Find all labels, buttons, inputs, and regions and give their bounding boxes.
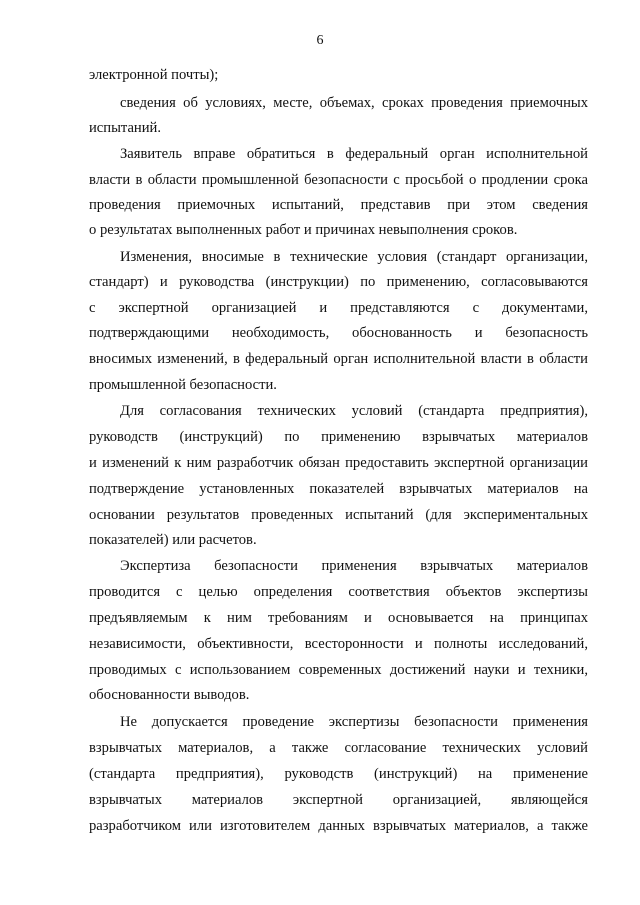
text-line: подтверждающими необходимость, обоснованность и безопасность xyxy=(89,325,588,341)
text-line: взрывчатых материалов экспертной организацией, являющейся xyxy=(89,792,588,808)
text-line: испытаний. xyxy=(89,120,162,136)
page-number: 6 xyxy=(316,33,324,48)
text-line: с экспертной организацией и представляются с документами, xyxy=(89,300,588,316)
text-line: электронной почты); xyxy=(89,67,219,83)
text-line: вносимых изменений, в федеральный орган исполнительной власти в области xyxy=(89,351,588,367)
text-line: независимости, объективности, всесторонности и полноты исследований, xyxy=(89,636,588,652)
text-line: Для согласования технических условий (стандарта предприятия), xyxy=(120,403,588,419)
text-line: проводимых с использованием современных достижений науки и техники, xyxy=(89,662,588,678)
text-line: подтверждение установленных показателей взрывчатых материалов на xyxy=(89,481,588,497)
text-line: Экспертиза безопасности применения взрывчатых материалов xyxy=(120,558,588,574)
text-line: власти в области промышленной безопасности с просьбой о продлении срока xyxy=(89,172,588,188)
text-line: стандарт) и руководства (инструкции) по применению, согласовываются xyxy=(89,274,588,290)
text-line: обоснованности выводов. xyxy=(89,687,250,703)
text-line: сведения об условиях, месте, объемах, сроках проведения приемочных xyxy=(120,95,588,111)
text-line: основании результатов проведенных испытаний (для экспериментальных xyxy=(89,507,588,523)
text-line: проводится с целью определения соответствия объектов экспертизы xyxy=(89,584,588,600)
text-line: разработчиком или изготовителем данных взрывчатых материалов, а также xyxy=(89,818,588,834)
text-line: и изменений к ним разработчик обязан предоставить экспертной организации xyxy=(89,455,588,471)
text-line: предъявляемым к ним требованиям и основывается на принципах xyxy=(89,610,588,626)
text-line: Изменения, вносимые в технические условия (стандарт организации, xyxy=(120,249,588,265)
text-line: Заявитель вправе обратиться в федеральный орган исполнительной xyxy=(120,146,588,162)
text-line: о результатах выполненных работ и причинах невыполнения сроков. xyxy=(89,222,518,238)
text-line: Не допускается проведение экспертизы безопасности применения xyxy=(120,714,588,730)
text-line: (стандарта предприятия), руководств (инструкций) на применение xyxy=(89,766,588,782)
text-line: взрывчатых материалов, а также согласование технических условий xyxy=(89,740,588,756)
text-line: показателей) или расчетов. xyxy=(89,532,257,548)
text-line: руководств (инструкций) по применению взрывчатых материалов xyxy=(89,429,588,445)
text-line: проведения приемочных испытаний, представив при этом сведения xyxy=(89,197,588,213)
text-line: промышленной безопасности. xyxy=(89,377,277,393)
